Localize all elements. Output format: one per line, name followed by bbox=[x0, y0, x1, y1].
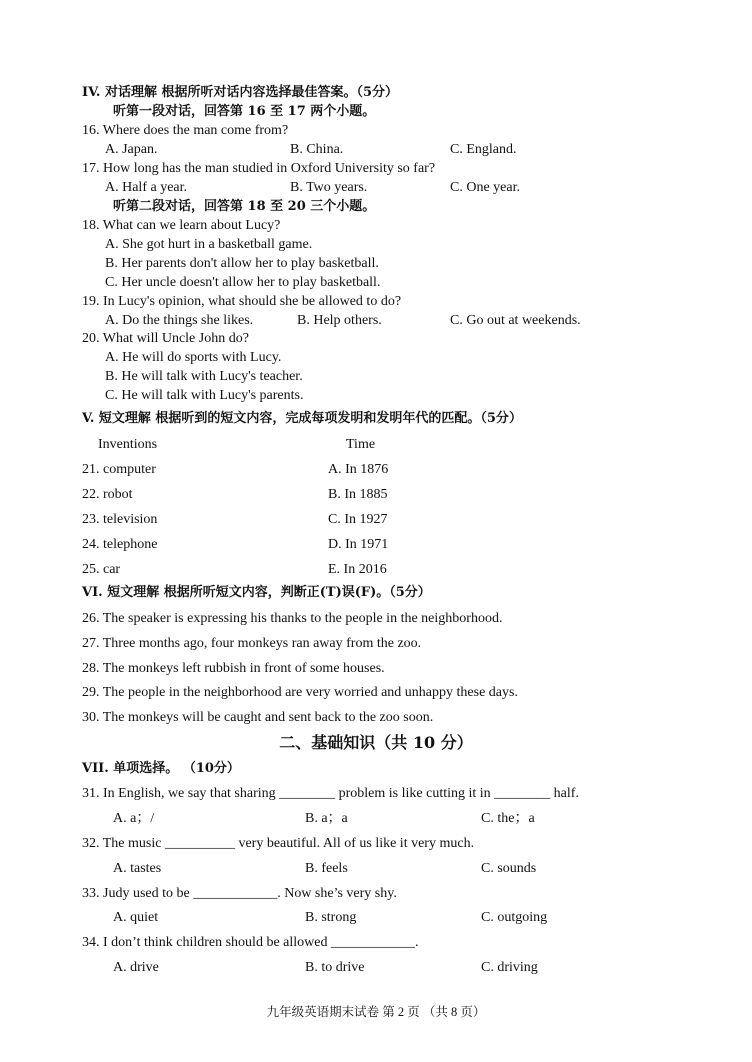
q32-option-c: C. sounds bbox=[481, 861, 537, 876]
q17-option-a: A. Half a year. bbox=[105, 180, 188, 195]
q31-option-a: A. a；/ bbox=[113, 811, 155, 826]
q32-option-a: A. tastes bbox=[113, 861, 162, 876]
invention-item: 24. telephone bbox=[82, 537, 158, 552]
section-iv-header: IV. 对话理解 根据所听对话内容选择最佳答案。（5分） bbox=[82, 85, 399, 100]
tf-statement: 28. The monkeys left rubbish in front of some houses. bbox=[82, 661, 385, 676]
page-footer: 九年级英语期末试卷 第 2 页 （共 8 页） bbox=[266, 1005, 486, 1019]
q32-stem: 32. The music __________ very beautiful. All of us like it very much. bbox=[82, 836, 475, 851]
q20-option-a: A. He will do sports with Lucy. bbox=[105, 350, 282, 365]
col-header-inventions: Inventions bbox=[98, 437, 158, 452]
q18-option-b: B. Her parents don't allow her to play basketball. bbox=[105, 256, 379, 271]
time-option: D. In 1971 bbox=[328, 537, 389, 552]
q32-option-b: B. feels bbox=[305, 861, 348, 876]
invention-item: 21. computer bbox=[82, 462, 156, 477]
part-two-title: 二、基础知识（共 10 分） bbox=[279, 733, 473, 752]
q17-option-c: C. One year. bbox=[450, 180, 520, 195]
q33-option-b: B. strong bbox=[305, 910, 357, 925]
q19-option-b: B. Help others. bbox=[297, 313, 382, 328]
q16-option-a: A. Japan. bbox=[105, 142, 158, 157]
q16-option-b: B. China. bbox=[290, 142, 344, 157]
q20-option-b: B. He will talk with Lucy's teacher. bbox=[105, 369, 303, 384]
time-option: C. In 1927 bbox=[328, 512, 388, 527]
time-option: E. In 2016 bbox=[328, 562, 387, 577]
tf-statement: 26. The speaker is expressing his thanks to the people in the neighborhood. bbox=[82, 611, 503, 626]
invention-item: 25. car bbox=[82, 562, 121, 577]
q20-stem: 20. What will Uncle John do? bbox=[82, 331, 249, 346]
section-vii-header: VII. 单项选择。 （10分） bbox=[82, 761, 240, 776]
q18-option-a: A. She got hurt in a basketball game. bbox=[105, 237, 313, 252]
time-option: B. In 1885 bbox=[328, 487, 388, 502]
q33-option-a: A. quiet bbox=[113, 910, 159, 925]
q33-option-c: C. outgoing bbox=[481, 910, 548, 925]
tf-statement: 27. Three months ago, four monkeys ran away from the zoo. bbox=[82, 636, 422, 651]
dialogue2-instruction: 听第二段对话，回答第 18 至 20 三个小题。 bbox=[113, 199, 376, 214]
q18-option-c: C. Her uncle doesn't allow her to play basketball. bbox=[105, 275, 381, 290]
tf-statement: 30. The monkeys will be caught and sent back to the zoo soon. bbox=[82, 710, 434, 725]
section-vi-header: VI. 短文理解 根据所听短文内容，判断正(T)误(F)。（5分） bbox=[82, 585, 431, 600]
q18-stem: 18. What can we learn about Lucy? bbox=[82, 218, 281, 233]
q31-stem: 31. In English, we say that sharing ________ problem is like cutting it in ________ half. bbox=[82, 786, 579, 801]
invention-item: 22. robot bbox=[82, 487, 133, 502]
q16-stem: 16. Where does the man come from? bbox=[82, 123, 289, 138]
q33-stem: 33. Judy used to be ____________. Now she’s very shy. bbox=[82, 886, 397, 901]
tf-statement: 29. The people in the neighborhood are very worried and unhappy these days. bbox=[82, 685, 518, 700]
q17-option-b: B. Two years. bbox=[290, 180, 368, 195]
q34-option-c: C. driving bbox=[481, 960, 538, 975]
invention-item: 23. television bbox=[82, 512, 158, 527]
q31-option-b: B. a；a bbox=[305, 811, 348, 826]
col-header-time: Time bbox=[346, 437, 376, 452]
q17-stem: 17. How long has the man studied in Oxford University so far? bbox=[82, 161, 436, 176]
q34-option-b: B. to drive bbox=[305, 960, 365, 975]
q16-option-c: C. England. bbox=[450, 142, 517, 157]
section-v-header: V. 短文理解 根据听到的短文内容，完成每项发明和发明年代的匹配。（5分） bbox=[82, 411, 522, 426]
q19-option-c: C. Go out at weekends. bbox=[450, 313, 581, 328]
q19-option-a: A. Do the things she likes. bbox=[105, 313, 254, 328]
q19-stem: 19. In Lucy's opinion, what should she be allowed to do? bbox=[82, 294, 402, 309]
q34-option-a: A. drive bbox=[113, 960, 159, 975]
q34-stem: 34. I don’t think children should be allowed ____________. bbox=[82, 935, 419, 950]
q31-option-c: C. the；a bbox=[481, 811, 535, 826]
time-option: A. In 1876 bbox=[328, 462, 389, 477]
q20-option-c: C. He will talk with Lucy's parents. bbox=[105, 388, 304, 403]
dialogue1-instruction: 听第一段对话，回答第 16 至 17 两个小题。 bbox=[113, 104, 376, 119]
